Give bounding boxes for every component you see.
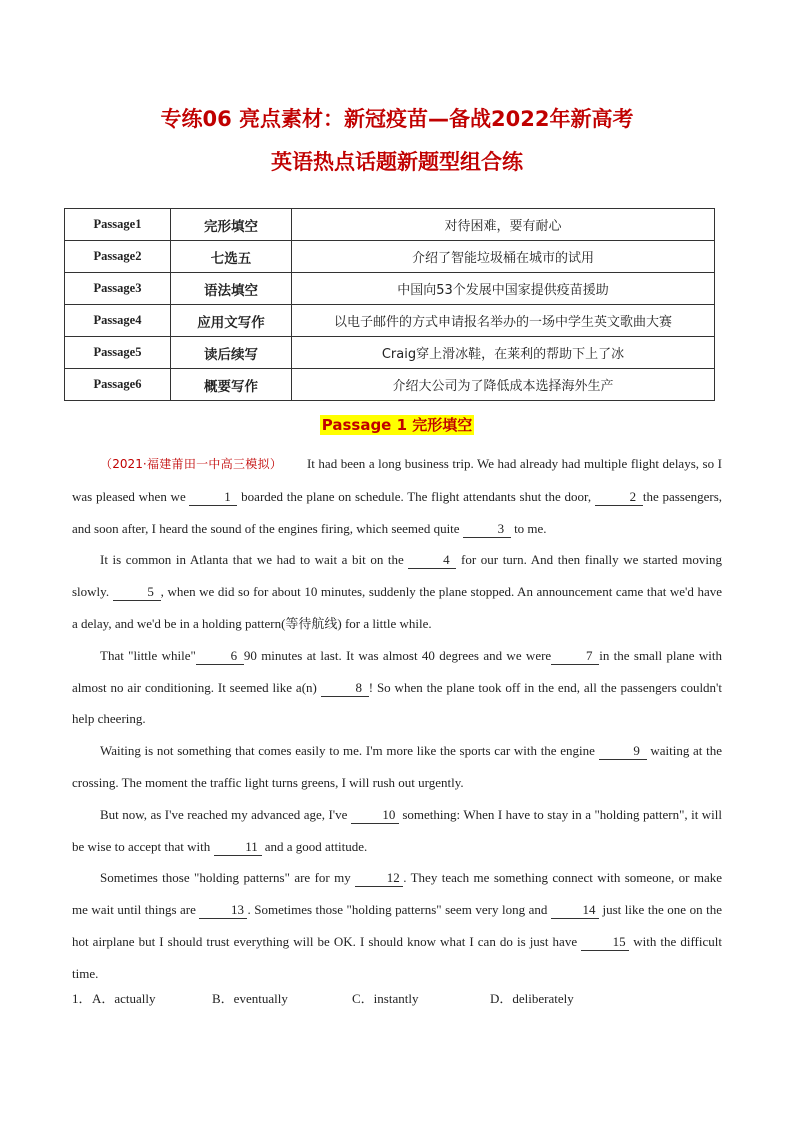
paragraph-1	[72, 448, 722, 544]
table-row	[65, 337, 715, 369]
table-row	[65, 369, 715, 401]
type-cell: 读后续写	[171, 337, 292, 369]
text-run: Sometimes those "holding patterns" are for my	[100, 870, 356, 886]
blank-9: 9	[599, 743, 647, 760]
question-number: 1．	[72, 991, 92, 1006]
blank-15: 15	[581, 934, 629, 951]
blank-7: 7	[551, 648, 599, 665]
passage-cell: Passage1	[65, 209, 171, 241]
source-note: （2021·福建莆田一中高三模拟）	[100, 457, 283, 471]
paragraph-4	[72, 735, 722, 799]
text-run: to me.	[510, 520, 547, 536]
table-row	[65, 305, 715, 337]
desc-cell: 以电子邮件的方式申请报名举办的一场中学生英文歌曲大赛	[292, 305, 715, 337]
text-run: and a good attitude.	[261, 838, 368, 854]
type-cell: 应用文写作	[171, 305, 292, 337]
type-cell: 完形填空	[171, 209, 292, 241]
text-run: It had been a long business trip. We had already had multiple flight delays, so I was pleased when we	[72, 456, 722, 504]
blank-14: 14	[551, 902, 599, 919]
page-title-line2: 英语热点话题新题型组合练	[271, 150, 523, 174]
text-run: It is common in Atlanta that we had to wait a bit on the	[100, 552, 409, 568]
section-heading-label: Passage 1 完形填空	[321, 416, 473, 434]
table-row	[65, 241, 715, 273]
passage-cell: Passage5	[65, 337, 171, 369]
passage-cell: Passage2	[65, 241, 171, 273]
desc-cell: 介绍了智能垃圾桶在城市的试用	[292, 241, 715, 273]
type-cell: 概要写作	[171, 369, 292, 401]
text-run: , when we did so for about 10 minutes, suddenly the plane stopped. An announcement came that we'd have a delay, and we'd be in a holding pattern(等待航线) for a little while.	[72, 584, 722, 631]
desc-cell: 中国向53个发展中国家提供疫苗援助	[292, 273, 715, 305]
table-row	[65, 273, 715, 305]
blank-6: 6	[196, 648, 244, 665]
blank-13: 13	[199, 902, 247, 919]
text-run: . Sometimes those "holding patterns" seem very long and	[247, 902, 551, 918]
text-run: 90 minutes at last. It was almost 40 degrees and we were	[243, 647, 552, 663]
text-run: something: When I have to stay in a "holding pattern", it will be wise to accept that with	[72, 806, 723, 854]
option-c: C．instantly	[352, 991, 419, 1006]
text-run: in the small plane with almost no air conditioning. It seemed like a(n)	[72, 647, 723, 695]
paragraph-5	[72, 799, 722, 863]
text-run: waiting at the crossing. The moment the traffic light turns greens, I will rush out urgently.	[72, 743, 723, 790]
cloze-passage	[72, 448, 722, 990]
type-cell: 语法填空	[171, 273, 292, 305]
blank-10: 10	[351, 807, 399, 824]
page-title-line1: 专练06 亮点素材：新冠疫苗—备战2022年新高考	[160, 107, 634, 131]
paragraph-6	[72, 862, 722, 989]
passage-cell: Passage6	[65, 369, 171, 401]
text-run: for our turn. And then finally we started moving slowly.	[72, 552, 722, 600]
type-cell: 七选五	[171, 241, 292, 273]
text-run: . They teach me something connect with someone, or make me wait until things are	[72, 870, 722, 918]
blank-8: 8	[321, 680, 369, 697]
desc-cell: 介绍大公司为了降低成本选择海外生产	[292, 369, 715, 401]
blank-12: 12	[355, 870, 403, 887]
text-run: Waiting is not something that comes easily to me. I'm more like the sports car with the engine	[100, 743, 599, 759]
paragraph-3	[72, 640, 722, 735]
option-a: A．actually	[92, 991, 156, 1006]
passage-cell: Passage4	[65, 305, 171, 337]
blank-11: 11	[214, 839, 262, 856]
blank-5: 5	[113, 584, 161, 601]
text-run: ! So when the plane took off in the end, all the passengers couldn't help cheering.	[72, 679, 723, 727]
passage-overview-table	[64, 208, 715, 401]
text-run: just like the one on the hot airplane but I should trust everything will be OK. I should know what I can do is just have	[72, 902, 722, 949]
blank-4: 4	[408, 552, 456, 569]
blank-3: 3	[463, 521, 511, 538]
question-1-options	[72, 988, 574, 1007]
blank-2: 2	[595, 489, 643, 506]
text-run: boarded the plane on schedule. The flight attendants shut the door,	[237, 488, 595, 504]
paragraph-2	[72, 544, 722, 639]
option-d: D．deliberately	[490, 991, 574, 1006]
desc-cell: 对待困难，要有耐心	[292, 209, 715, 241]
desc-cell: Craig穿上滑冰鞋，在莱利的帮助下上了冰	[292, 337, 715, 369]
section-heading	[0, 414, 794, 435]
passage-cell: Passage3	[65, 273, 171, 305]
option-b: B．eventually	[212, 991, 288, 1006]
text-run: the passengers, and soon after, I heard the sound of the engines firing, which seemed quite	[72, 488, 723, 536]
text-run: with the difficult time.	[72, 933, 722, 981]
blank-1: 1	[189, 489, 237, 506]
text-run: That "little while"	[100, 647, 196, 663]
table-row	[65, 209, 715, 241]
text-run: But now, as I've reached my advanced age, I've	[100, 806, 351, 822]
